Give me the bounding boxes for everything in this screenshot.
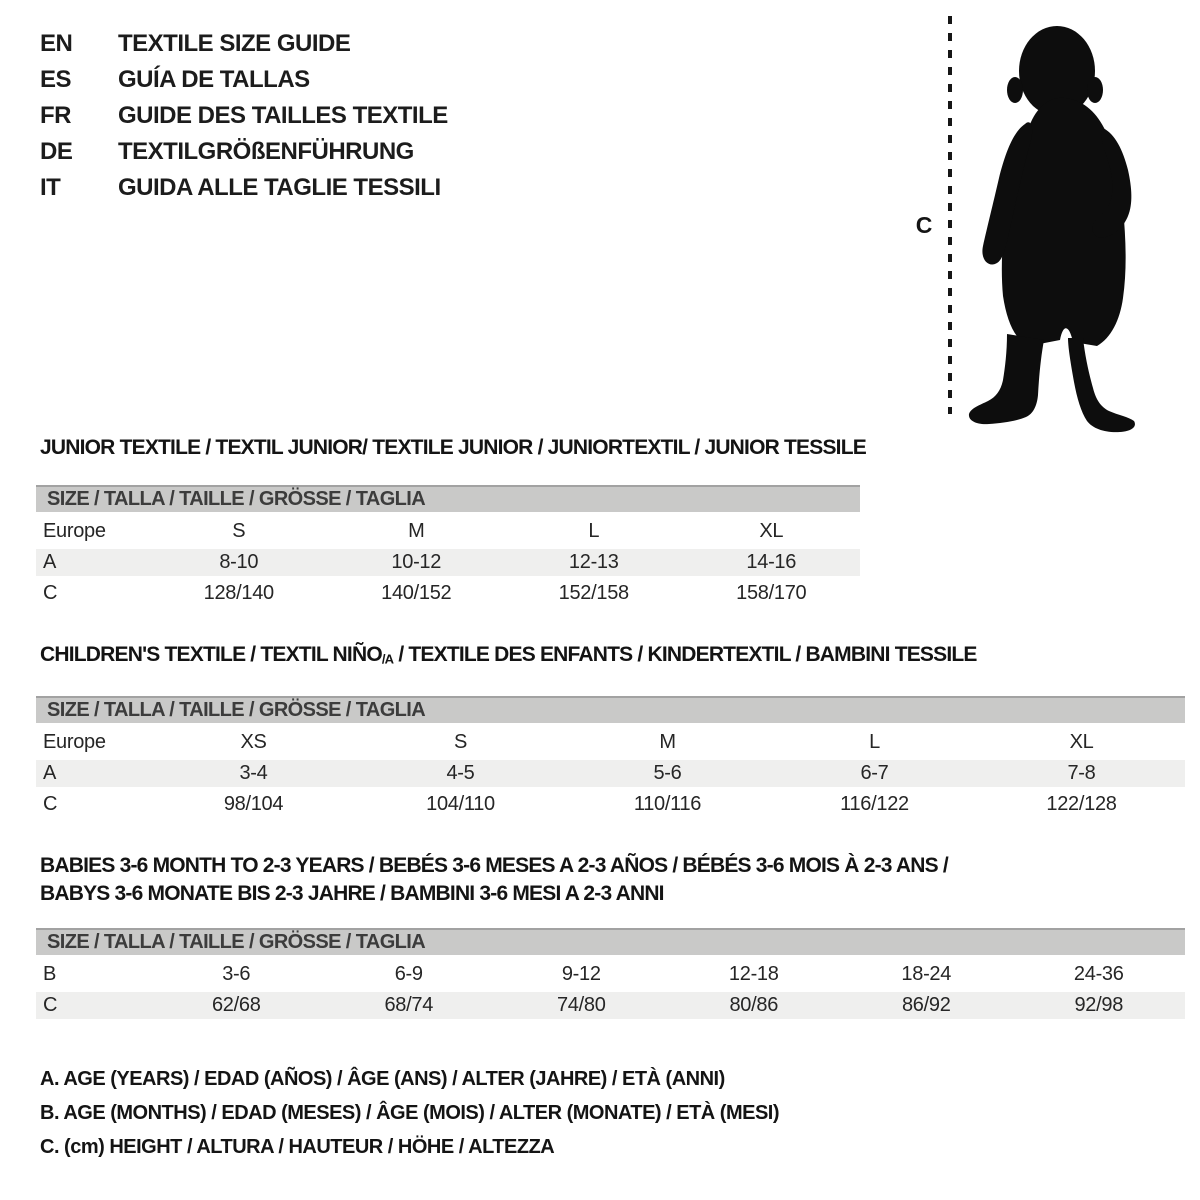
size-value-cell: 3-6 <box>222 963 251 985</box>
section-title-line <box>40 641 1185 673</box>
section-title <box>40 641 1185 673</box>
row-label: C <box>43 582 58 604</box>
baby-leg-right <box>1068 338 1135 432</box>
size-value-cell: 8-10 <box>219 551 259 573</box>
row-label: A <box>43 551 57 573</box>
size-value-cell: 104/110 <box>426 793 495 816</box>
size-value-cell: 80/86 <box>729 994 779 1016</box>
row-label: Europe <box>43 520 106 542</box>
size-value-cell: 24-36 <box>1073 963 1124 985</box>
size-value-cell: 74/80 <box>556 994 606 1016</box>
table-row <box>36 578 860 609</box>
language-code: EN <box>40 30 73 57</box>
size-value-cell: L <box>869 731 880 754</box>
size-value-cell: 152/158 <box>558 582 629 604</box>
size-value-cell: 86/92 <box>901 994 951 1016</box>
table-row <box>36 727 1185 758</box>
legend-line: C. (cm) HEIGHT / ALTURA / HAUTEUR / HÖHE / ALTEZZA <box>40 1136 555 1158</box>
size-value-cell: 6-9 <box>394 963 423 985</box>
height-line-label: C <box>915 212 933 238</box>
size-value-cell: 98/104 <box>223 793 284 816</box>
language-row <box>40 26 448 62</box>
size-value-cell: 10-12 <box>391 551 442 573</box>
table-row <box>36 758 1185 789</box>
section-title-line <box>40 880 1185 908</box>
section-babies-textile <box>36 852 1185 1021</box>
language-title: TEXTILGRÖßENFÜHRUNG <box>118 138 414 165</box>
size-value-cell: 9-12 <box>561 963 601 985</box>
size-value-cell: 62/68 <box>211 994 261 1016</box>
language-code: DE <box>40 138 73 165</box>
size-table <box>36 485 860 609</box>
baby-ear-right <box>1087 77 1103 103</box>
language-title-list <box>40 26 448 206</box>
size-value-cell: M <box>408 520 425 542</box>
table-row <box>36 959 1185 990</box>
row-label: B <box>43 963 57 985</box>
size-value-cell: 12-18 <box>728 963 779 985</box>
size-value-cell: 4-5 <box>446 762 475 785</box>
language-row <box>40 134 448 170</box>
size-value-cell: 110/116 <box>633 793 702 816</box>
language-code: IT <box>40 174 61 201</box>
section-childrens-textile <box>36 641 1185 820</box>
size-value-cell: 5-6 <box>653 762 682 785</box>
section-title-segment: CHILDREN'S TEXTILE / TEXTIL NIÑO <box>40 643 382 666</box>
table-row <box>36 516 860 547</box>
table-row <box>36 547 860 578</box>
size-value-cell: 6-7 <box>860 762 889 785</box>
size-value-cell: 14-16 <box>746 551 797 573</box>
row-label: C <box>43 994 58 1016</box>
language-code: FR <box>40 102 71 129</box>
size-header-bar: SIZE / TALLA / TAILLE / GRÖSSE / TAGLIA <box>36 696 1185 723</box>
size-value-cell: 7-8 <box>1067 762 1096 785</box>
section-title <box>40 434 866 462</box>
size-value-cell: 116/122 <box>840 793 909 816</box>
size-table <box>36 928 1185 1021</box>
section-title-segment: /A <box>381 651 394 667</box>
size-value-cell: XL <box>1069 731 1094 754</box>
size-value-cell: M <box>659 731 676 754</box>
language-title: GUIDE DES TAILLES TEXTILE <box>118 102 448 129</box>
size-value-cell: 158/170 <box>736 582 807 604</box>
baby-ear-left <box>1007 77 1023 103</box>
section-title-segment: BABIES 3-6 MONTH TO 2-3 YEARS / BEBÉS 3-6 MESES A 2-3 AÑOS / BÉBÉS 3-6 MOIS À 2-3 ANS / <box>40 854 948 877</box>
language-row <box>40 98 448 134</box>
size-value-cell: 122/128 <box>1046 793 1117 816</box>
size-value-cell: XS <box>240 731 267 754</box>
measure-legend <box>40 1062 779 1164</box>
section-title-line <box>40 434 866 462</box>
section-title-segment: JUNIOR TEXTILE / TEXTIL JUNIOR/ TEXTILE JUNIOR / JUNIORTEXTIL / JUNIOR TESSILE <box>40 436 866 459</box>
size-value-cell: 12-13 <box>568 551 619 573</box>
legend-line: A. AGE (YEARS) / EDAD (AÑOS) / ÂGE (ANS) / ALTER (JAHRE) / ETÀ (ANNI) <box>40 1068 725 1090</box>
table-row <box>36 990 1185 1021</box>
language-row <box>40 170 448 206</box>
size-value-cell: 128/140 <box>203 582 274 604</box>
size-value-cell: 18-24 <box>901 963 952 985</box>
size-value-cell: 140/152 <box>381 582 452 604</box>
row-label: Europe <box>43 731 106 754</box>
language-code: ES <box>40 66 72 93</box>
size-value-cell: 68/74 <box>384 994 434 1016</box>
size-value-cell: S <box>453 731 468 754</box>
size-value-cell: L <box>588 520 600 542</box>
size-value-cell: 3-4 <box>239 762 268 785</box>
size-header-bar: SIZE / TALLA / TAILLE / GRÖSSE / TAGLIA <box>36 485 860 512</box>
row-label: A <box>43 762 57 785</box>
size-table <box>36 696 1185 820</box>
language-row <box>40 62 448 98</box>
row-label: C <box>43 793 58 816</box>
section-title <box>40 852 1185 908</box>
section-title-segment: / TEXTILE DES ENFANTS / KINDERTEXTIL / BAMBINI TESSILE <box>393 643 977 666</box>
size-value-cell: XL <box>759 520 784 542</box>
size-value-cell: S <box>232 520 246 542</box>
table-row <box>36 789 1185 820</box>
language-title: GUÍA DE TALLAS <box>118 66 310 93</box>
section-title-line <box>40 852 1185 880</box>
baby-leg-left <box>969 334 1044 424</box>
size-value-cell: 92/98 <box>1074 994 1124 1016</box>
section-junior-textile <box>36 434 866 609</box>
language-title: GUIDA ALLE TAGLIE TESSILI <box>118 174 441 201</box>
size-header-bar: SIZE / TALLA / TAILLE / GRÖSSE / TAGLIA <box>36 928 1185 955</box>
legend-line: B. AGE (MONTHS) / EDAD (MESES) / ÂGE (MOIS) / ALTER (MONATE) / ETÀ (MESI) <box>40 1102 780 1124</box>
language-title: TEXTILE SIZE GUIDE <box>118 30 351 57</box>
section-title-segment: BABYS 3-6 MONATE BIS 2-3 JAHRE / BAMBINI 3-6 MESI A 2-3 ANNI <box>40 882 664 905</box>
